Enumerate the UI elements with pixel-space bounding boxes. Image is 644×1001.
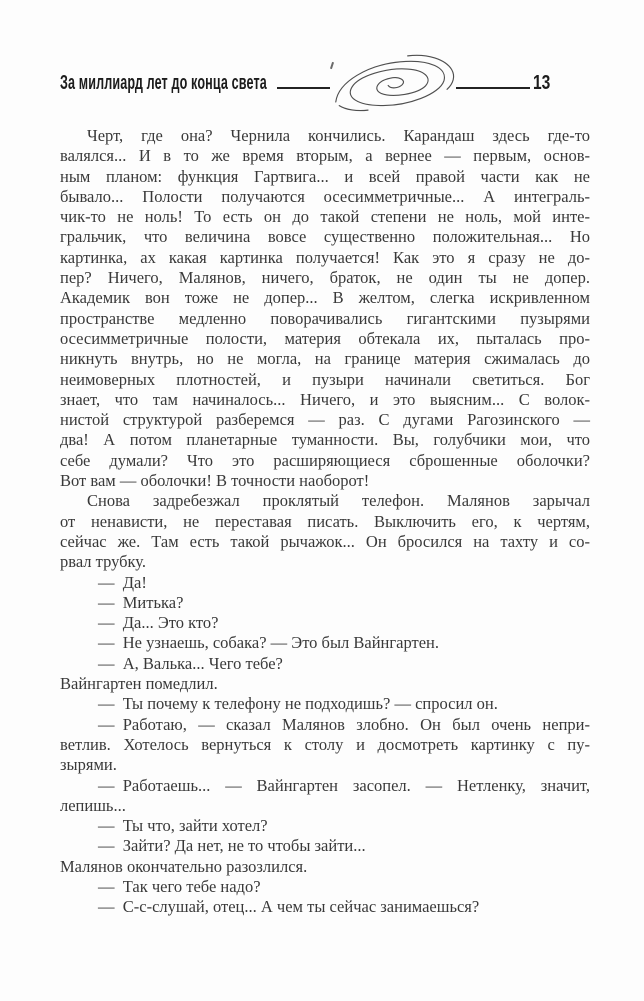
text-line: — Да... Это кто?: [98, 613, 219, 633]
text-line: неимоверных плотностей, и пузыри начинали светиться. Бог: [60, 369, 590, 389]
text-line: — Работаешь... — Вайнгартен засопел. — Нетленку, значит,: [98, 775, 590, 795]
text-line: осесимметричные полости, материя обтекала их, пыталась про-: [60, 328, 590, 348]
header-rule-left: [277, 87, 330, 89]
text-line: бывало... Полости получаются осесимметричные... А интеграль-: [60, 186, 590, 206]
text-line: гральчик, что величина вовсе существенно положительная... Но: [60, 227, 590, 247]
text-line: валялся... И в то же время вторым, а вернее — первым, основ-: [60, 146, 590, 166]
text-line: Черт, где она? Чернила кончились. Карандаш здесь где-то: [87, 126, 590, 145]
text-line: ным планом: функция Гартвига... и всей правой части как не: [60, 166, 590, 186]
book-title: За миллиард лет до конца света: [60, 72, 267, 94]
header-rule-right: [456, 87, 530, 89]
paragraph: [60, 857, 590, 877]
text-line: лепишь...: [60, 795, 126, 815]
text-line: знает, что там начиналось... Ничего, и это выясним... С волок-: [60, 389, 590, 409]
text-line: ветлив. Хотелось вернуться к столу и досмотреть картинку с пу-: [60, 734, 590, 754]
page-body: [60, 126, 590, 918]
text-line: Вот вам — оболочки! В точности наоборот!: [60, 471, 370, 491]
text-line: два! А потом планетарные туманности. Вы, голубчики мои, что: [60, 430, 590, 450]
text-line: никнуть внутрь, но не могла, на границе материя сжималась до: [60, 349, 590, 369]
text-line: нистой структурой разберемся — раз. С дугами Рагозинского —: [60, 410, 590, 430]
paragraph: [60, 573, 590, 593]
text-line: — С-с-слушай, отец... А чем ты сейчас занимаешься?: [98, 897, 480, 917]
text-line: картинка, ах какая картинка получается! Как это я сразу не до-: [60, 247, 590, 267]
page-number: 13: [533, 72, 551, 94]
paragraph: [60, 897, 590, 917]
text-line: Снова задребезжал проклятый телефон. Малянов зарычал: [87, 491, 590, 511]
text-line: сейчас же. Там есть такой рычажок... Он бросился на тахту и со-: [60, 531, 590, 551]
running-head: [0, 0, 644, 120]
text-line: — Ты почему к телефону не подходишь? — спросил он.: [98, 694, 498, 714]
text-line: — Зайти? Да нет, не то чтобы зайти...: [98, 836, 366, 856]
text-line: себе думали? Что это расширяющиеся сброшенные оболочки?: [60, 450, 590, 470]
paragraph: [60, 715, 590, 776]
paragraph: [60, 694, 590, 714]
text-line: чик-то не ноль! То есть он до такой степени не ноль, мой инте-: [60, 207, 590, 227]
paragraph: [60, 491, 590, 572]
text-line: — А, Валька... Чего тебе?: [98, 653, 283, 673]
paragraph: [60, 836, 590, 856]
text-line: — Да!: [98, 572, 147, 592]
paragraph: [60, 776, 590, 817]
text-line: — Работаю, — сказал Малянов злобно. Он был очень непри-: [98, 714, 590, 734]
galaxy-spiral-icon: [327, 53, 457, 115]
paragraph: [60, 654, 590, 674]
paragraph: [60, 877, 590, 897]
text-line: — Не узнаешь, собака? — Это был Вайнгартен.: [98, 633, 439, 653]
text-line: Вайнгартен помедлил.: [60, 674, 218, 694]
text-line: рвал трубку.: [60, 552, 147, 572]
text-line: Академик вон тоже не допер... В желтом, слегка искривленном: [60, 288, 590, 308]
paragraph: [60, 633, 590, 653]
text-line: зырями.: [60, 755, 117, 775]
paragraph: [60, 126, 590, 491]
text-line: — Митька?: [98, 592, 184, 612]
paragraph: [60, 674, 590, 694]
text-line: — Так чего тебе надо?: [98, 876, 261, 896]
text-line: — Ты что, зайти хотел?: [98, 816, 268, 836]
paragraph: [60, 613, 590, 633]
text-line: от ненависти, не переставая писать. Выключить его, к чертям,: [60, 511, 590, 531]
paragraph: [60, 593, 590, 613]
text-line: Малянов окончательно разозлился.: [60, 856, 308, 876]
text-line: пространстве медленно поворачивались гигантскими пузырями: [60, 308, 590, 328]
paragraph: [60, 816, 590, 836]
text-line: пер? Ничего, Малянов, ничего, браток, не один ты не допер.: [60, 268, 590, 288]
